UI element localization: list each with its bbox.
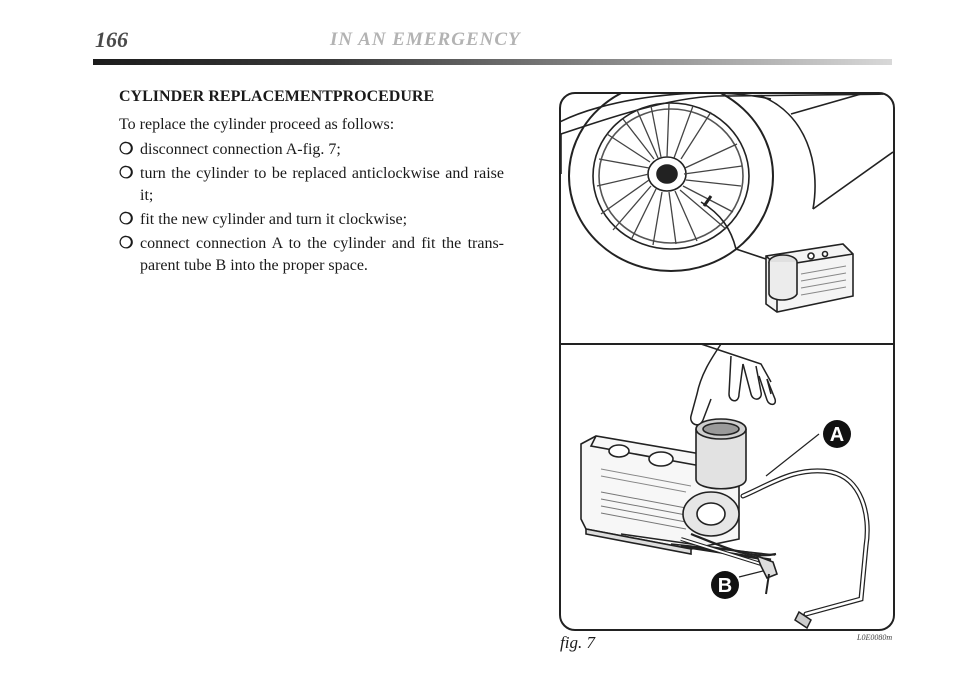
cylinder-illustration	[696, 419, 746, 489]
bullet-icon: ❍	[119, 211, 134, 228]
step-text: fit the new cylinder and turn it clockwise;	[140, 211, 408, 228]
page-number: 166	[95, 27, 128, 52]
step-list	[119, 139, 504, 277]
bullet-icon: ❍	[119, 165, 134, 182]
step-text: turn the cylinder to be replaced anticlockwise and raise it;	[140, 165, 504, 204]
figure-frame	[559, 92, 895, 631]
step-text: connect connection A to the cylinder and fit the trans-parent tube B into the proper space.	[140, 235, 504, 274]
list-item	[119, 163, 504, 207]
step-text: disconnect connection A-fig. 7;	[140, 141, 341, 158]
compressor-illustration	[766, 244, 853, 312]
hose-a-illustration	[743, 471, 867, 614]
callout-b-label: B	[717, 575, 733, 597]
hand-illustration	[691, 344, 776, 425]
text-column	[119, 88, 504, 279]
procedure-heading: CYLINDER REPLACEMENTPROCEDURE	[119, 88, 435, 105]
list-item	[119, 209, 504, 231]
section-title: IN AN EMERGENCY	[330, 29, 521, 50]
callout-line-b	[739, 571, 763, 577]
figure-code: L0E0080m	[857, 633, 893, 642]
header-rule	[93, 59, 892, 65]
figure-caption: fig. 7	[560, 633, 595, 652]
list-item	[119, 139, 504, 161]
bullet-icon: ❍	[119, 235, 134, 252]
list-item	[119, 233, 504, 277]
hose-a-illustration-inner	[743, 471, 867, 614]
intro-text: To replace the cylinder proceed as follows:	[119, 116, 395, 133]
figure-illustration	[561, 94, 893, 629]
callout-a-label: A	[829, 424, 845, 446]
bullet-icon: ❍	[119, 141, 134, 158]
